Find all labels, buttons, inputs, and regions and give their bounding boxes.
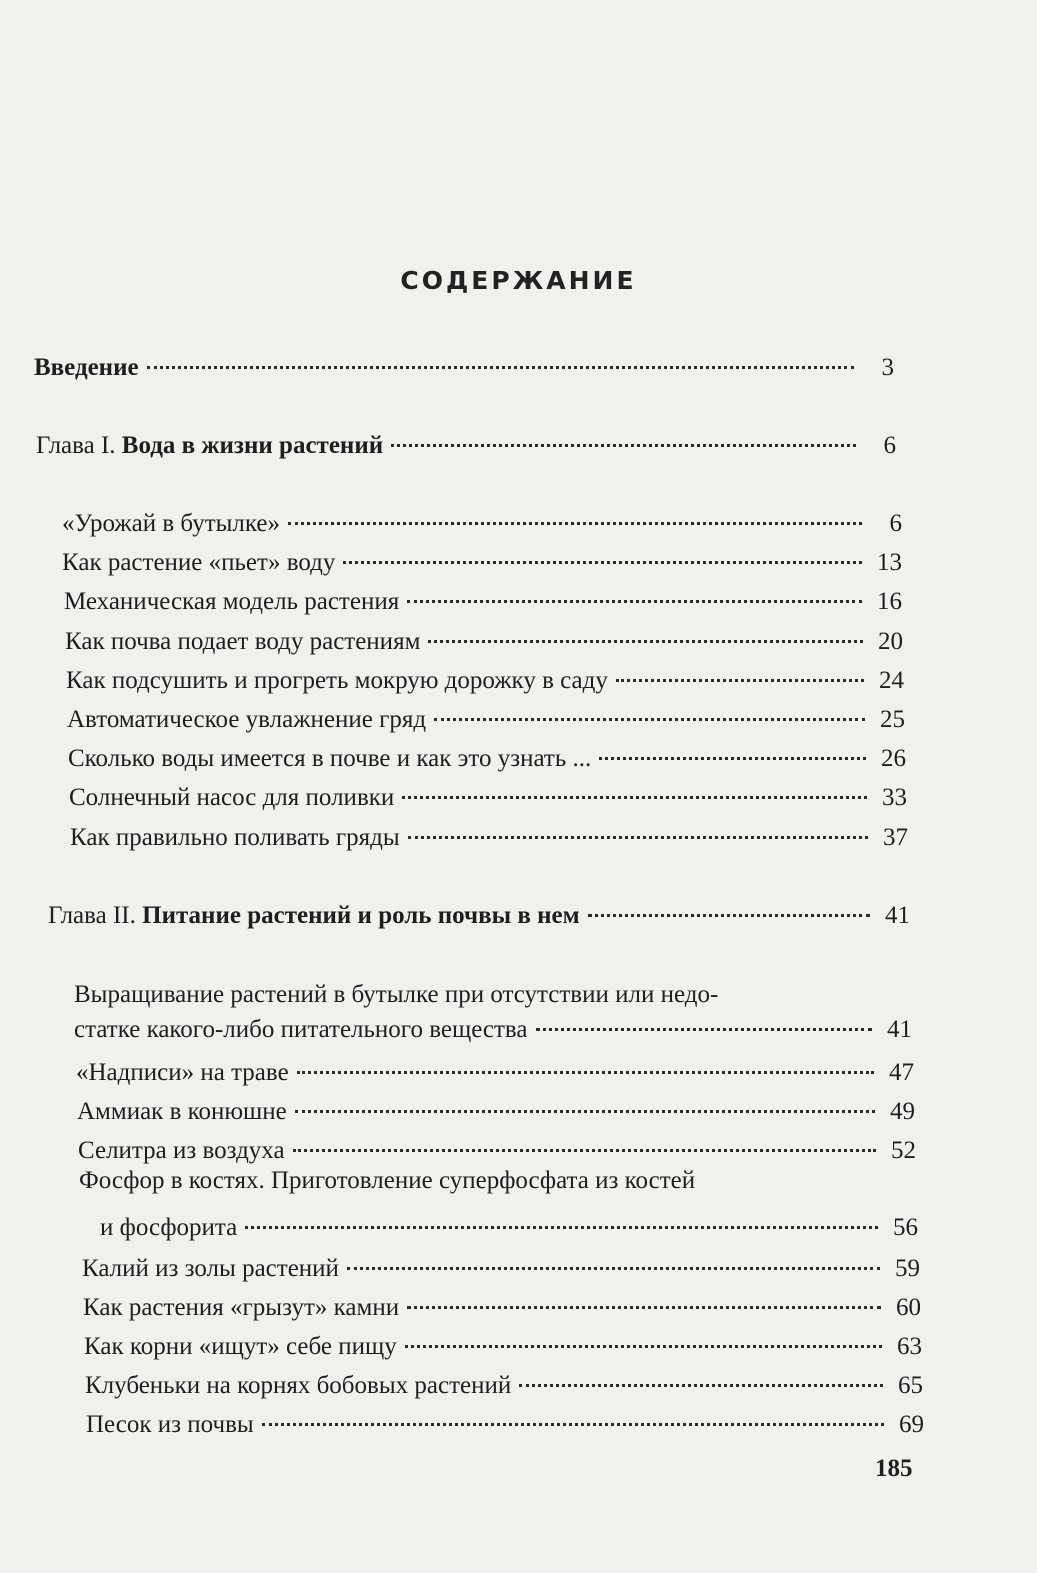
toc-label: «Урожай в бутылке»	[62, 510, 281, 537]
chapter-prefix: Глава II.	[48, 902, 136, 929]
dot-leader	[288, 522, 862, 525]
dot-leader	[428, 640, 863, 643]
toc-entry[interactable]	[70, 822, 908, 854]
toc-page-number: 65	[898, 1372, 923, 1399]
toc-page-number: 26	[881, 745, 906, 772]
toc-entry-multiline-end[interactable]	[74, 1014, 912, 1046]
toc-entry[interactable]	[85, 1370, 923, 1402]
dot-leader	[147, 366, 854, 369]
toc-entry[interactable]	[62, 508, 902, 540]
toc-page-number: 60	[896, 1294, 921, 1321]
toc-page-number: 59	[895, 1255, 920, 1282]
toc-page-number: 16	[877, 588, 902, 615]
dot-leader	[519, 1384, 883, 1387]
dot-leader	[536, 1028, 872, 1031]
toc-label	[48, 900, 580, 932]
toc-page-number: 24	[879, 667, 904, 694]
dot-leader	[434, 718, 865, 721]
chapter-prefix: Глава I.	[36, 432, 116, 459]
toc-label: Как корни «ищут» себе пищу	[84, 1333, 397, 1360]
toc-entry[interactable]	[62, 547, 902, 579]
toc-label: Клубеньки на корнях бобовых растений	[85, 1372, 512, 1399]
toc-page-number: 41	[887, 1016, 912, 1043]
toc-entry[interactable]	[83, 1292, 921, 1324]
toc-page-number: 3	[881, 354, 894, 381]
toc-label: Как подсушить и прогреть мокрую дорожку в саду	[66, 667, 608, 694]
toc-page-number: 20	[878, 628, 903, 655]
toc-entry[interactable]	[84, 1331, 922, 1363]
dot-leader	[245, 1226, 878, 1229]
toc-label: Как растение «пьет» воду	[62, 549, 336, 576]
toc-page-number: 13	[877, 549, 902, 576]
dot-leader	[405, 1345, 882, 1348]
toc-page-number: 56	[893, 1214, 918, 1241]
toc-page-number: 6	[883, 432, 896, 459]
toc-page-number: 69	[899, 1411, 924, 1438]
toc-entry[interactable]	[64, 586, 902, 618]
toc-entry[interactable]	[66, 665, 904, 697]
dot-leader	[588, 914, 870, 917]
chapter-title: Вода в жизни растений	[121, 432, 384, 459]
toc-chapter-1[interactable]	[36, 430, 896, 462]
toc-label-line: Фосфор в костях. Приготовление суперфосфата из костей	[79, 1167, 696, 1194]
toc-label: и фосфорита	[100, 1214, 238, 1241]
toc-entry[interactable]	[67, 704, 905, 736]
toc-page-number: 33	[882, 784, 907, 811]
toc-entry-multiline[interactable]	[79, 1162, 879, 1200]
toc-entry[interactable]	[65, 626, 903, 658]
toc-label: Как почва подает воду растениям	[65, 628, 421, 655]
toc-label-line: Выращивание растений в бутылке при отсутствии или недо-	[74, 981, 719, 1008]
dot-leader	[402, 796, 867, 799]
toc-page-number: 25	[880, 706, 905, 733]
toc-entry[interactable]	[77, 1096, 915, 1128]
toc-entry[interactable]	[76, 1057, 914, 1089]
toc-label: Солнечный насос для поливки	[69, 784, 395, 811]
toc-entry[interactable]	[82, 1253, 920, 1285]
dot-leader	[599, 757, 866, 760]
toc-label: статке какого-либо питательного вещества	[74, 1016, 528, 1043]
toc-page-number: 37	[883, 824, 908, 851]
toc-page-number: 63	[897, 1333, 922, 1360]
chapter-title: Питание растений и роль почвы в нем	[142, 902, 580, 929]
toc-label: Песок из почвы	[86, 1411, 254, 1438]
dot-leader	[293, 1149, 876, 1152]
toc-label: Сколько воды имеется в почве и как это узнать ...	[68, 745, 592, 772]
dot-leader	[408, 836, 868, 839]
toc-entry[interactable]	[86, 1409, 924, 1441]
toc-label	[36, 430, 383, 462]
toc-label: Калий из золы растений	[82, 1255, 339, 1282]
toc-page-number: 49	[890, 1098, 915, 1125]
dot-leader	[343, 561, 862, 564]
toc-label: Как правильно поливать гряды	[70, 824, 400, 851]
toc-page-number: 6	[889, 510, 902, 537]
toc-entry[interactable]	[68, 743, 906, 775]
dot-leader	[347, 1267, 880, 1270]
toc-label: Механическая модель растения	[64, 588, 400, 615]
toc-label: Селитра из воздуха	[78, 1137, 285, 1164]
toc-page-number: 41	[885, 902, 910, 929]
dot-leader	[297, 1071, 874, 1074]
toc-entry[interactable]	[69, 782, 907, 814]
page-title: СОДЕРЖАНИЕ	[400, 266, 637, 295]
toc-entry-intro[interactable]	[34, 352, 894, 384]
dot-leader	[616, 679, 864, 682]
toc-page-number: 52	[891, 1137, 916, 1164]
toc-label: Введение	[34, 354, 139, 381]
dot-leader	[407, 600, 862, 603]
toc-entry-multiline[interactable]	[74, 976, 874, 1014]
toc-page-number: 47	[889, 1059, 914, 1086]
page-folio-number: 185	[875, 1455, 913, 1482]
toc-entry-multiline-end[interactable]	[100, 1212, 918, 1244]
dot-leader	[391, 444, 856, 447]
toc-chapter-2[interactable]	[48, 900, 910, 932]
toc-label: «Надписи» на траве	[76, 1059, 289, 1086]
dot-leader	[407, 1306, 881, 1309]
toc-label: Как растения «грызут» камни	[83, 1294, 400, 1321]
dot-leader	[295, 1110, 875, 1113]
dot-leader	[262, 1423, 884, 1426]
toc-label: Автоматическое увлажнение гряд	[67, 706, 427, 733]
toc-label: Аммиак в конюшне	[77, 1098, 287, 1125]
